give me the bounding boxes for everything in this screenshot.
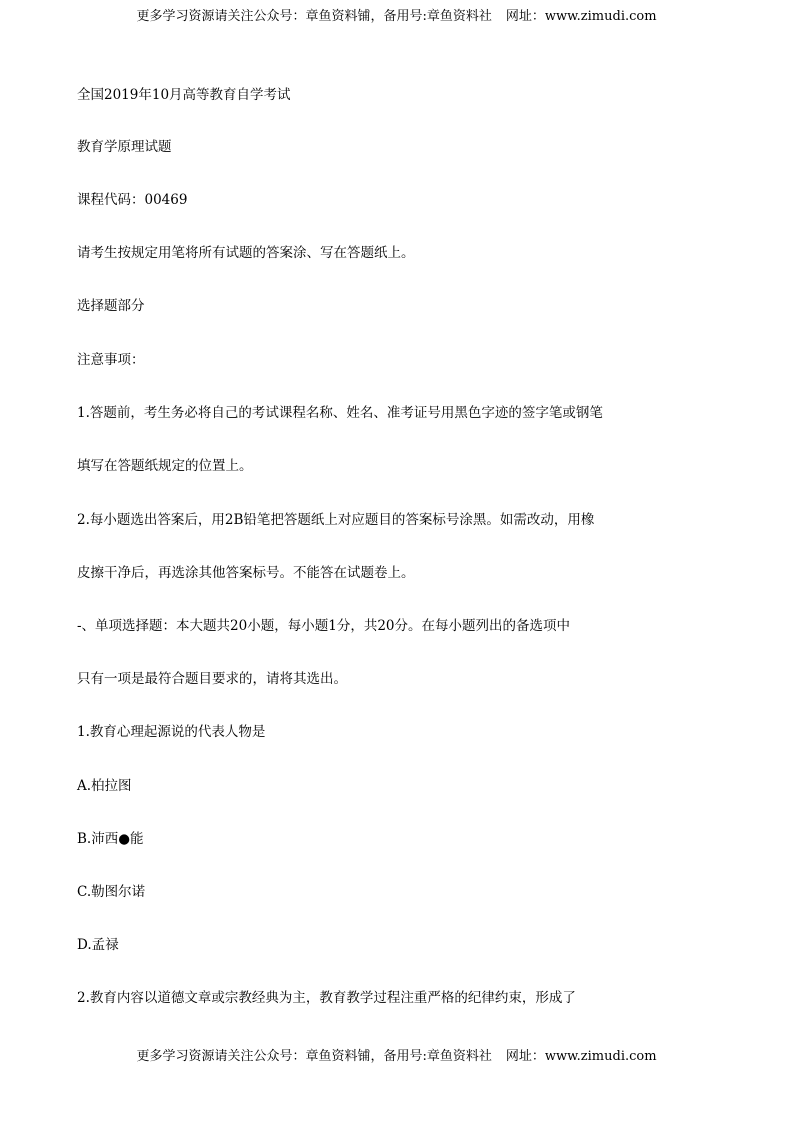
note-1-line-2: 填写在答题纸规定的位置上。 xyxy=(77,458,253,474)
question-2: 2.教育内容以道德文章或宗教经典为主，教育教学过程注重严格的纪律约束，形成了 xyxy=(77,990,576,1006)
note-2-line-1: 2.每小题选出答案后，用2B铅笔把答题纸上对应题目的答案标号涂黑。如需改动，用橡 xyxy=(77,512,595,528)
answer-instruction: 请考生按规定用笔将所有试题的答案涂、写在答题纸上。 xyxy=(77,245,415,261)
course-code: 课程代码：00469 xyxy=(77,192,188,208)
subject-title: 教育学原理试题 xyxy=(77,139,172,155)
question-1: 1.教育心理起源说的代表人物是 xyxy=(77,724,266,740)
page-footer xyxy=(0,1049,793,1065)
question-1-option-b: B.沛西●能 xyxy=(77,831,144,847)
footer-website[interactable]: 网址：www.zimudi.com xyxy=(505,1049,657,1064)
note-1-line-1: 1.答题前，考生务必将自己的考试课程名称、姓名、准考证号用黑色字迹的签字笔或钢笔 xyxy=(77,405,603,421)
header-website[interactable]: 网址：www.zimudi.com xyxy=(505,9,657,24)
question-1-option-d: D.孟禄 xyxy=(77,937,119,953)
page-header xyxy=(0,9,793,25)
exam-title: 全国2019年10月高等教育自学考试 xyxy=(77,87,291,103)
section-title: 选择题部分 xyxy=(77,298,145,314)
question-1-option-a: A.柏拉图 xyxy=(77,778,132,794)
header-promo-text: 更多学习资源请关注公众号：章鱼资料铺，备用号:章鱼资料社 xyxy=(136,9,492,24)
footer-promo-text: 更多学习资源请关注公众号：章鱼资料铺，备用号:章鱼资料社 xyxy=(136,1049,492,1064)
part-1-instruction-line-2: 只有一项是最符合题目要求的，请将其选出。 xyxy=(77,671,347,687)
note-2-line-2: 皮擦干净后，再选涂其他答案标号。不能答在试题卷上。 xyxy=(77,565,415,581)
question-1-option-c: C.勒图尔诺 xyxy=(77,884,146,900)
part-1-instruction-line-1: -、单项选择题：本大题共20小题，每小题1分，共20分。在每小题列出的备选项中 xyxy=(77,618,571,634)
notes-heading: 注意事项： xyxy=(77,352,145,368)
